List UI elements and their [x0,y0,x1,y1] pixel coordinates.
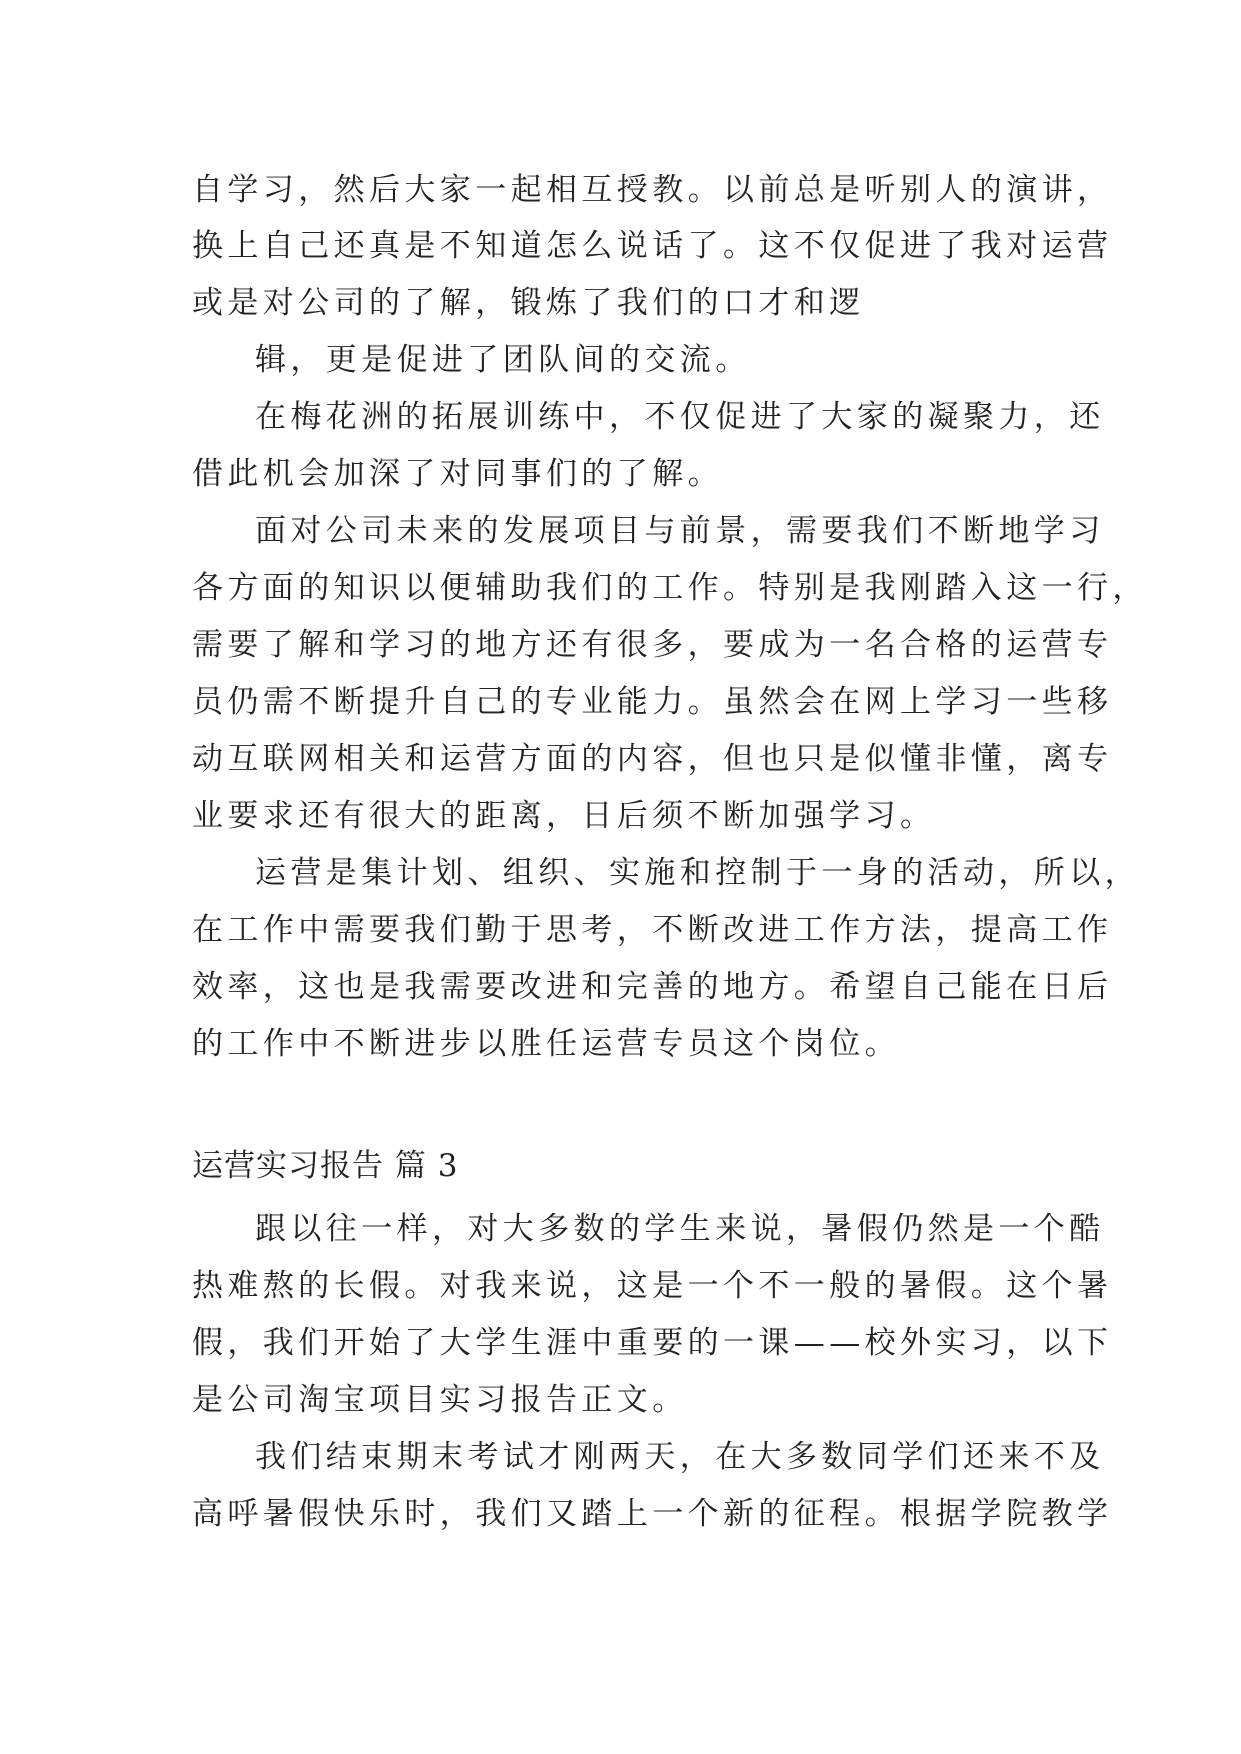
paragraph-line: 动互联网相关和运营方面的内容，但也只是似懂非懂，离专 [192,741,1113,777]
section-heading: 运营实习报告 篇 3 [192,1148,459,1184]
paragraph-line: 运营是集计划、组织、实施和控制于一身的活动，所以， [255,855,1140,891]
paragraph-line: 我们结束期末考试才刚两天，在大多数同学们还来不及 [255,1439,1105,1475]
paragraph-line: 在工作中需要我们勤于思考，不断改进工作方法，提高工作 [192,912,1113,948]
paragraph-line: 或是对公司的了解，锻炼了我们的口才和逻 [192,285,865,321]
paragraph-line: 自学习，然后大家一起相互授教。以前总是听别人的演讲， [192,172,1113,208]
paragraph-line: 需要了解和学习的地方还有很多，要成为一名合格的运营专 [192,627,1113,663]
paragraph-line: 假，我们开始了大学生涯中重要的一课——校外实习，以下 [192,1325,1113,1361]
paragraph-line: 高呼暑假快乐时，我们又踏上一个新的征程。根据学院教学 [192,1496,1113,1532]
paragraph-line: 是公司淘宝项目实习报告正文。 [192,1382,688,1418]
paragraph-line: 的工作中不断进步以胜任运营专员这个岗位。 [192,1026,900,1062]
paragraph-line: 各方面的知识以便辅助我们的工作。特别是我刚踏入这一行， [192,570,1148,606]
paragraph-line: 热难熬的长假。对我来说，这是一个不一般的暑假。这个暑 [192,1268,1113,1304]
paragraph-line: 借此机会加深了对同事们的了解。 [192,456,723,492]
paragraph-line: 辑，更是促进了团队间的交流。 [255,342,751,378]
paragraph-line: 面对公司未来的发展项目与前景，需要我们不断地学习 [255,513,1105,549]
paragraph-line: 在梅花洲的拓展训练中，不仅促进了大家的凝聚力，还 [255,399,1105,435]
paragraph-line: 业要求还有很大的距离，日后须不断加强学习。 [192,798,936,834]
paragraph-line: 跟以往一样，对大多数的学生来说，暑假仍然是一个酷 [255,1211,1105,1247]
paragraph-line: 员仍需不断提升自己的专业能力。虽然会在网上学习一些移 [192,684,1113,720]
paragraph-line: 效率，这也是我需要改进和完善的地方。希望自己能在日后 [192,969,1113,1005]
paragraph-line: 换上自己还真是不知道怎么说话了。这不仅促进了我对运营 [192,228,1113,264]
